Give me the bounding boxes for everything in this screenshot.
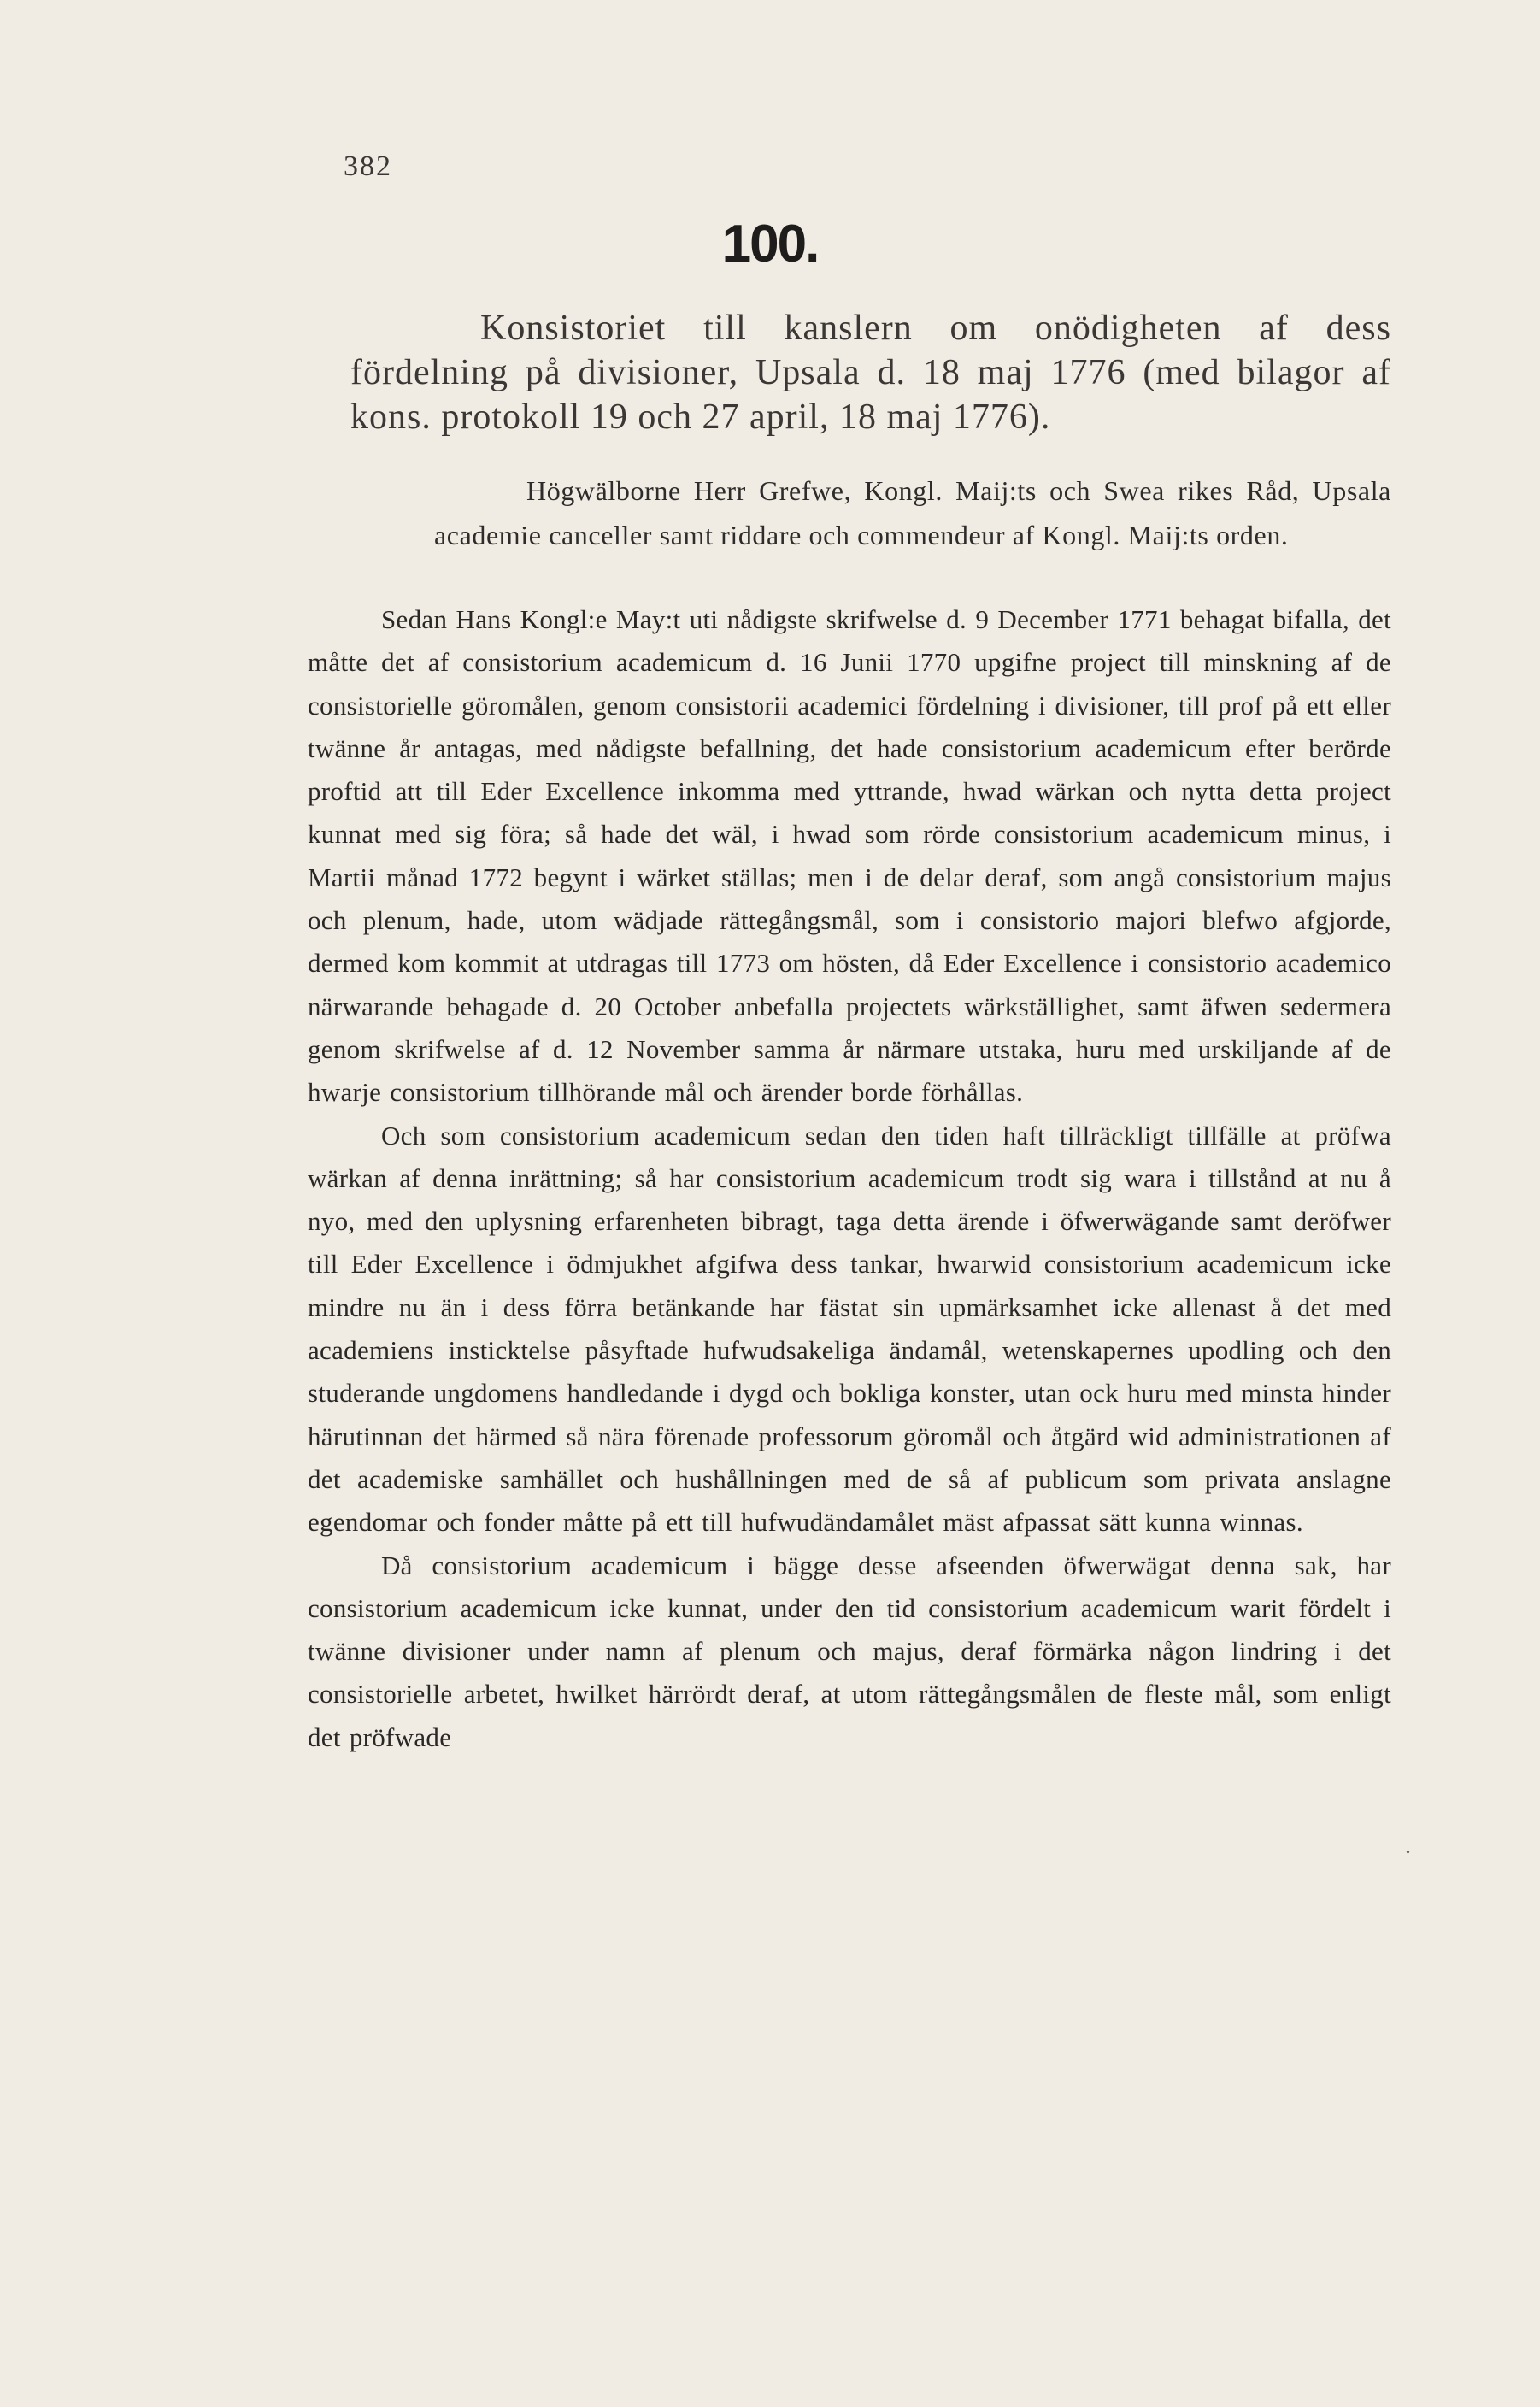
document-title: Konsistoriet till kanslern om onödigheten af dess fördelning på divisioner, Upsala d. 18 maj 1776 (med bilagor af kons. protokoll 19 och 27 april, 18 maj 1776). [350, 309, 1391, 437]
paragraph: Sedan Hans Kongl:e May:t uti nådigste skrifwelse d. 9 December 1771 behagat bifalla, det måtte det af consistorium academicum d. 16 Junii 1770 upgifne project till minskning af de consistorielle göromålen, genom consistorii academici fördelning i divisioner, till prof på ett eller twänne år antagas, med nådigste befallning, det hade consistorium academicum efter berörde proftid att till Eder Excellence inkomma med yttrande, hwad wärkan och nytta detta project kunnat med sig föra; så hade det wäl, i hwad som rörde consistorium academicum minus, i Martii månad 1772 begynt i wärket ställas; men i de delar deraf, som angå consistorium majus och plenum, hade, utom wädjade rättegångsmål, som i consistorio majori blefwo afgjorde, dermed kom kommit at utdragas till 1773 om hösten, då Eder Excellence i consistorio academico närwarande behagade d. 20 October anbefalla projectets wärkställighet, samt äfwen sedermera genom skrifwelse af d. 12 November samma år närmare utstaka, huru med urskiljande af de hwarje consistorium tillhörande mål och ärender borde förhållas. [308, 604, 1391, 1108]
page-number: 382 [344, 150, 392, 182]
paragraph: Då consistorium academicum i bägge desse afseenden öfwerwägat denna sak, har consistorium academicum icke kunnat, under den tid consistorium academicum warit fördelt i twänne divisioner under namn af plenum och majus, deraf förmärka någon lindring i det consistorielle arbetet, hwilket härrördt deraf, at utom rättegångsmålen de fleste mål, som enligt det pröfwade [308, 1550, 1391, 1752]
margin-mark: . [1405, 1833, 1411, 1859]
salutation: Högwälborne Herr Grefwe, Kongl. Maij:ts och Swea rikes Råd, Upsala academie canceller samt riddare och commendeur af Kongl. Maij:ts orden. [434, 475, 1391, 550]
body-text [308, 598, 1391, 1759]
document-number: 100. [721, 215, 819, 274]
paragraph: Och som consistorium academicum sedan den tiden haft tillräckligt tillfälle at pröfwa wärkan af denna inrättning; så har consistorium academicum trodt sig wara i tillstånd at nu å nyo, med den uplysning erfarenheten bibragt, taga detta ärende i öfwerwägande samt deröfwer till Eder Excellence i ödmjukhet afgifwa dess tankar, hwarwid consistorium academicum icke mindre nu än i dess förra betänkande har fästat sin upmärksamhet icke allenast å det med academiens insticktelse påsyftade hufwudsakeliga ändamål, wetenskapernes upodling och den studerande ungdomens handledande i dygd och bokliga konster, utan ock huru med minsta hinder härutinnan det härmed så nära förenade professorum göromål och åtgärd wid administrationen af det academiske samhället och hushållningen med de så af publicum som privata anslagne egendomar och fonder måtte på ett till hufwudändamålet mäst afpassat sätt kunna winnas. [308, 1120, 1391, 1538]
